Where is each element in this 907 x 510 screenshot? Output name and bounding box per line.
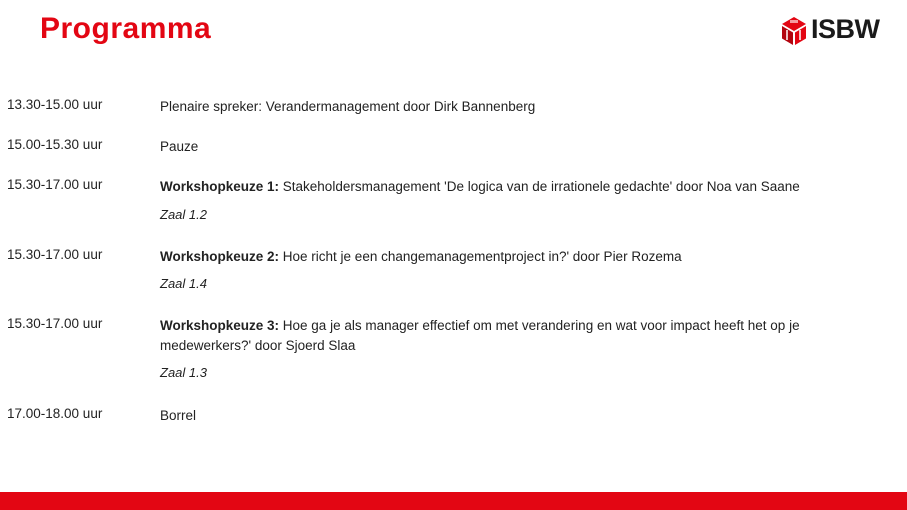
agenda-time: 15.30-17.00 uur <box>7 177 103 192</box>
agenda-text: Stakeholdersmanagement 'De logica van de irrationele gedachte' door Noa van Saane <box>279 179 800 194</box>
room-label: Zaal 1.4 <box>160 276 207 291</box>
agenda-time: 15.30-17.00 uur <box>7 247 103 262</box>
workshop-label: Workshopkeuze 2: <box>160 249 280 264</box>
room-label: Zaal 1.2 <box>160 207 207 222</box>
agenda-description <box>160 406 860 426</box>
agenda-text: Hoe richt je een changemanagementproject in?' door Pier Rozema <box>279 249 682 264</box>
logo-text: ISBW <box>811 14 880 44</box>
agenda-description <box>160 247 860 267</box>
agenda-time: 17.00-18.00 uur <box>7 406 103 421</box>
agenda-description <box>160 97 860 117</box>
workshop-label: Workshopkeuze 1: <box>160 179 280 194</box>
agenda-text: Pauze <box>160 139 199 154</box>
agenda-text: Plenaire spreker: Verandermanagement door Dirk Bannenberg <box>160 99 536 114</box>
agenda-time: 15.30-17.00 uur <box>7 316 103 331</box>
isbw-cube-logo-icon <box>781 16 807 46</box>
agenda-description <box>160 316 860 356</box>
room-label: Zaal 1.3 <box>160 365 207 380</box>
footer-bar <box>0 492 907 510</box>
agenda-time: 13.30-15.00 uur <box>7 97 103 112</box>
page-title: Programma <box>40 12 212 45</box>
agenda-text: Hoe ga je als manager effectief om met verandering en wat voor impact heeft het op je medewerkers?' door Sjoerd Slaa <box>160 318 800 353</box>
agenda-time: 15.00-15.30 uur <box>7 137 103 152</box>
workshop-label: Workshopkeuze 3: <box>160 318 280 333</box>
isbw-logo <box>781 14 891 50</box>
agenda-text: Borrel <box>160 408 197 423</box>
agenda-description <box>160 137 860 157</box>
agenda-description <box>160 177 860 197</box>
